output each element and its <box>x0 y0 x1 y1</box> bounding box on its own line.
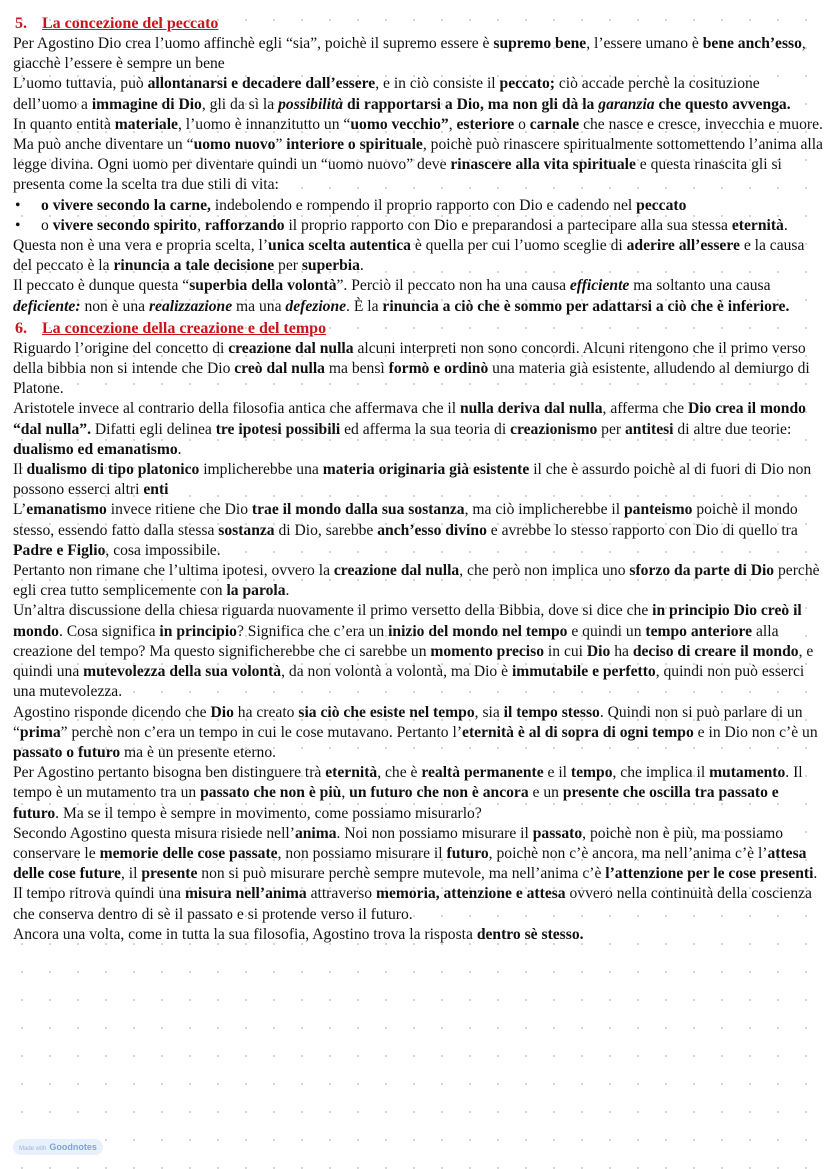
text-run: Secondo Agostino questa misura risiede nell’ <box>13 824 295 842</box>
goodnotes-brand: Goodnotes <box>49 1142 97 1152</box>
bold-text: tempo anteriore <box>645 622 753 640</box>
bold-text: nulla deriva dal nulla <box>459 400 603 418</box>
text-run: il che è assurdo poichè al di fuori di Dio non possono esserci altri <box>13 461 812 499</box>
bold-text: mutevolezza della sua volontà <box>83 663 282 681</box>
text-run: , afferma che <box>602 400 688 418</box>
section-5-body <box>13 34 823 317</box>
bold-text: dentro sè stesso. <box>476 925 584 943</box>
paragraph <box>13 763 823 824</box>
text-run: ma una <box>232 297 286 315</box>
paragraph <box>13 34 823 74</box>
bold-text: creò dal nulla <box>234 360 325 378</box>
paragraph <box>13 884 823 924</box>
bold-text: prima <box>19 723 61 741</box>
bold-text: Padre e Figlio <box>13 541 106 559</box>
bold-text: passato che non è più <box>200 784 342 802</box>
text-run: e quindi un <box>567 622 646 640</box>
made-with-label: Made with <box>19 1146 47 1152</box>
text-run: , ma ciò implicherebbe il <box>464 501 624 519</box>
text-run: Un’altra discussione della chiesa riguarda nuovamente il primo versetto della Bibbia, dove si dice che <box>13 602 653 620</box>
bold-text: Dio <box>210 703 234 721</box>
text-run: ha creato <box>233 703 299 721</box>
text-run: una materia già esistente, alludendo al demiurgo di Platone. <box>13 360 810 398</box>
bold-text: Dio <box>586 642 611 660</box>
section-5-number: 5. <box>15 15 27 32</box>
bold-text: creazione dal nulla <box>228 339 354 357</box>
bold-text: rinuncia a tale decisione <box>113 257 275 275</box>
note-page <box>13 14 823 945</box>
text-run: , giacchè l’essere è sempre un bene <box>13 35 806 73</box>
text-run: di altre due teorie: <box>673 420 792 438</box>
text-run: , non possiamo misurare il <box>277 844 447 862</box>
text-run: ma bensì <box>324 360 389 378</box>
text-run: poichè il mondo stesso, essendo fatto dalla stessa <box>13 501 798 539</box>
text-run: . <box>783 216 788 234</box>
section-6-body <box>13 339 823 945</box>
section-6-heading <box>13 319 823 339</box>
bold-text: carnale <box>529 115 580 133</box>
bold-text: superbia della volontà <box>189 277 337 295</box>
emphasis-text: efficiente <box>569 277 630 295</box>
text-run: , che implica il <box>612 764 710 782</box>
text-run: e il <box>543 764 571 782</box>
bold-text: uomo vecchio” <box>350 115 449 133</box>
paragraph <box>13 276 823 316</box>
text-run: , gli da sì la <box>201 95 279 113</box>
text-run: attraverso <box>306 885 376 903</box>
paragraph <box>13 500 823 561</box>
text-run: Il tempo ritrova quindi una <box>13 885 185 903</box>
text-run: ? Significa che c’era un <box>236 622 389 640</box>
paragraph <box>13 824 823 885</box>
list-item-text <box>41 197 686 214</box>
bold-text: eternità <box>731 216 784 234</box>
text-run: e la causa del peccato è la <box>13 237 805 275</box>
text-run: alla creazione del tempo? Ma questo significherebbe che ci sarebbe un <box>13 622 779 660</box>
bold-text: attesa delle cose future <box>13 844 807 883</box>
text-run: ed afferma la sua teoria di <box>340 420 511 438</box>
bold-text: aderire all’essere <box>626 237 740 255</box>
bold-text: momento preciso <box>430 642 545 660</box>
section-6-number: 6. <box>15 319 27 337</box>
text-run: . <box>285 582 290 600</box>
bold-text: peccato <box>636 196 687 214</box>
bold-text: supremo bene <box>493 35 587 52</box>
goodnotes-badge <box>13 1139 103 1155</box>
bold-text: antitesi <box>625 420 674 438</box>
text-run: L’uomo tuttavia, può <box>13 75 148 93</box>
emphasis-text: garanzia <box>598 95 655 113</box>
text-run: , poichè non c’è ancora, ma nell’anima c’è l’ <box>488 844 768 862</box>
text-run: , e quindi una <box>13 642 814 681</box>
bold-text: il tempo stesso <box>503 703 600 721</box>
text-run: Per Agostino Dio crea l’uomo affinchè egli “sia”, poichè il supremo essere è <box>13 35 494 52</box>
paragraph <box>13 703 823 764</box>
text-run: in cui <box>544 642 587 660</box>
text-run: , <box>341 784 350 802</box>
emphasis-text: realizzazione <box>148 297 233 315</box>
text-run: Ancora una volta, come in tutta la sua filosofia, Agostino trova la risposta <box>13 925 477 943</box>
bold-text: bene anch’esso <box>702 35 802 52</box>
bold-text: passato <box>532 824 583 842</box>
bold-text: sostanza <box>218 521 275 539</box>
paragraph <box>13 236 823 276</box>
list-item-text <box>41 217 788 234</box>
bold-text: futuro <box>446 844 489 862</box>
bold-text: anima <box>294 824 337 842</box>
section-5-title: La concezione del peccato <box>42 15 219 32</box>
text-run: , il <box>120 865 142 883</box>
text-run: . Quindi non si può parlare di un “ <box>13 703 803 741</box>
text-run: , <box>448 115 457 133</box>
bold-text: memorie delle cose passate <box>99 844 278 862</box>
bold-text: allontanarsi e decadere dall’essere <box>147 75 376 93</box>
section-5-heading <box>13 14 823 34</box>
text-run: , l’uomo è innanzitutto un “ <box>177 115 351 133</box>
bold-text: dualismo ed emanatismo <box>13 440 178 458</box>
text-run: L’ <box>13 501 27 519</box>
bold-text: creazionismo <box>510 420 598 438</box>
paragraph <box>13 399 823 460</box>
text-run: ”. Perciò il peccato non ha una causa <box>336 277 570 295</box>
bold-text: mutamento <box>709 764 786 782</box>
bold-text: rinuncia a ciò che è sommo per adattarsi a ciò che è inferiore. <box>382 297 790 315</box>
text-run: . Cosa significa <box>58 622 160 640</box>
text-run: . È la <box>346 297 383 315</box>
text-run: per <box>597 420 625 438</box>
text-run: , cosa impossibile. <box>105 541 221 559</box>
list-item <box>13 196 823 216</box>
section-6-title: La concezione della creazione e del tempo <box>42 319 327 337</box>
text-run: . Noi non possiamo misurare il <box>336 824 533 842</box>
text-run: Riguardo l’origine del concetto di <box>13 339 229 357</box>
bold-text: deciso di creare il mondo <box>632 642 799 660</box>
text-run: invece ritiene che Dio <box>106 501 252 519</box>
bold-text: la parola <box>226 582 286 600</box>
text-run: ha <box>610 642 633 660</box>
bold-text: unica scelta autentica <box>268 237 411 255</box>
emphasis-text: defezione <box>285 297 347 315</box>
bold-text: trae il mondo dalla sua sostanza <box>251 501 465 519</box>
bold-text: uomo nuovo <box>193 136 276 154</box>
bold-text: interiore o spirituale <box>286 136 423 154</box>
text-run: o <box>41 216 53 234</box>
text-run: alcuni interpreti non sono concordi. Alcuni ritengono che il primo verso della bibbia non si intende che Dio <box>13 339 806 378</box>
text-run: ciò accade perchè la cosituzione dell’uomo a <box>13 75 760 113</box>
bold-text: Dio crea il mondo “dal nulla”. <box>13 400 806 438</box>
paragraph <box>13 601 823 702</box>
text-run: che nasce e cresce, invecchia e muore. Ma può anche diventare un “ <box>13 115 823 154</box>
text-run: Il peccato è dunque questa “ <box>13 277 190 295</box>
text-run: Questa non è una vera e propria scelta, l’ <box>13 237 269 255</box>
paragraph <box>13 460 823 500</box>
text-run: , poichè può rinascere spiritualmente sottomettendo l’anima alla legge divina. Ogni uomo per diventare quindi un “uomo nuovo” deve <box>13 136 823 174</box>
bold-text: inizio del mondo nel tempo <box>388 622 568 640</box>
paragraph <box>13 925 823 945</box>
paragraph <box>13 339 823 400</box>
bold-text: materia originaria già esistente <box>322 461 530 479</box>
text-run: ma soltanto una causa <box>629 277 771 295</box>
text-run: , da non volontà a volontà, ma Dio è <box>281 663 512 681</box>
text-run: ma è un presente eterno. <box>120 743 277 761</box>
bold-text: eternità <box>325 764 378 782</box>
bold-text: dualismo di tipo platonico <box>26 461 200 479</box>
text-run: Il <box>13 461 27 479</box>
text-run: Agostino risponde dicendo che <box>13 703 211 721</box>
text-run: , poichè non è più, ma possiamo conservare le <box>13 824 784 862</box>
text-run: Per Agostino pertanto bisogna ben distinguere trà <box>13 764 326 782</box>
text-run: . <box>813 865 818 883</box>
bold-text: immutabile e perfetto <box>511 663 656 681</box>
text-run: indebolendo e rompendo il proprio rapporto con Dio e cadendo nel <box>210 196 637 214</box>
bold-text: vivere secondo spirito <box>52 216 198 234</box>
text-run: , quindi non può esserci una mutevolezza. <box>13 663 805 701</box>
bold-text: emanatismo <box>26 501 107 519</box>
bold-text: rinascere alla vita spirituale <box>450 156 636 174</box>
text-run: è quella per cui l’uomo sceglie di <box>410 237 627 255</box>
bullet-icon: • <box>15 196 21 214</box>
bold-text: passato o futuro <box>13 743 121 761</box>
bold-text: di rapportarsi a Dio, ma non gli dà la <box>343 95 599 113</box>
bold-text: rafforzando <box>204 216 285 234</box>
text-run: non si può misurare perchè sempre mutevole, ma nell’anima c’è <box>197 865 606 883</box>
bold-text: o vivere secondo la carne, <box>41 196 211 214</box>
text-run: di Dio, sarebbe <box>274 521 378 539</box>
bold-text: tre ipotesi possibili <box>215 420 341 438</box>
emphasis-text: deficiente: <box>13 297 81 315</box>
text-run: , e in ciò consiste il <box>375 75 500 93</box>
text-run: Difatti egli delinea <box>91 420 216 438</box>
paragraph <box>13 115 823 196</box>
text-run: e un <box>528 784 563 802</box>
text-run: implicherebbe una <box>199 461 323 479</box>
text-run: In quanto entità <box>13 115 115 133</box>
text-run: , l’essere umano è <box>586 35 703 52</box>
bold-text: immagine di Dio <box>91 95 202 113</box>
bold-text: tempo <box>570 764 613 782</box>
bold-text: l’attenzione per le cose presenti <box>605 865 814 883</box>
paragraph <box>13 74 823 114</box>
text-run: il proprio rapporto con Dio e preparandosi a partecipare alla sua stessa <box>284 216 732 234</box>
text-run: . <box>359 257 364 275</box>
text-run: e questa rinascita gli si presenta come la scelta tra due stili di vita: <box>13 156 782 194</box>
text-run: Aristotele invece al contrario della filosofia antica che affermava che il <box>13 400 460 418</box>
bold-text: che questo avvenga. <box>654 95 791 113</box>
bold-text: misura nell’anima <box>184 885 307 903</box>
text-run: e avrebbe lo stesso rapporto con Dio di quello tra <box>486 521 798 539</box>
bold-text: peccato; <box>499 75 555 93</box>
emphasis-text: possibilità <box>278 95 344 113</box>
text-run: o <box>514 115 530 133</box>
text-run: . Ma se il tempo è sempre in movimento, come possiamo misurarlo? <box>55 804 482 822</box>
paragraph <box>13 561 823 601</box>
bold-text: sia ciò che esiste nel tempo <box>298 703 475 721</box>
text-run: . Il tempo è un mutamento tra un <box>13 764 803 802</box>
text-run: , che è <box>377 764 422 782</box>
text-run: , sia <box>474 703 504 721</box>
text-run: . <box>177 440 182 458</box>
text-run: , che però non implica uno <box>459 562 630 580</box>
text-run: per <box>274 257 302 275</box>
bold-text: in principio Dio creò il mondo <box>13 602 802 640</box>
bold-text: memoria, attenzione e attesa <box>375 885 566 903</box>
bold-text: presente che oscilla tra passato e futuro <box>13 784 779 822</box>
text-run: Pertanto non rimane che l’ultima ipotesi, ovvero la <box>13 562 334 580</box>
bold-text: enti <box>143 481 169 499</box>
text-run: ” perchè non c’era un tempo in cui le cose mutavano. Pertanto l’ <box>60 723 463 741</box>
bold-text: presente <box>141 865 198 883</box>
bold-text: anch’esso divino <box>377 521 487 539</box>
text-run: ” <box>275 136 287 154</box>
bold-text: esteriore <box>456 115 515 133</box>
bold-text: materiale <box>114 115 178 133</box>
bold-text: creazione dal nulla <box>333 562 460 580</box>
bold-text: in principio <box>159 622 237 640</box>
list-item <box>13 216 823 236</box>
text-run: perchè egli crea tutto semplicemente con <box>13 562 820 600</box>
text-run: ovvero nella continuità della coscienza che conserva dentro di sè il passato e si protende verso il futuro. <box>13 885 812 923</box>
bold-text: un futuro che non è ancora <box>349 784 529 802</box>
bullet-icon: • <box>15 216 21 234</box>
text-run: non è una <box>80 297 149 315</box>
text-run: e in Dio non c’è un <box>693 723 818 741</box>
text-run: , <box>197 216 205 234</box>
bold-text: eternità è al di sopra di ogni tempo <box>462 723 694 741</box>
bold-text: formò e ordinò <box>388 360 489 378</box>
bold-text: superbia <box>301 257 360 275</box>
choice-list <box>13 196 823 236</box>
bold-text: panteismo <box>623 501 693 519</box>
bold-text: realtà permanente <box>421 764 544 782</box>
bold-text: sforzo da parte di Dio <box>629 562 775 580</box>
